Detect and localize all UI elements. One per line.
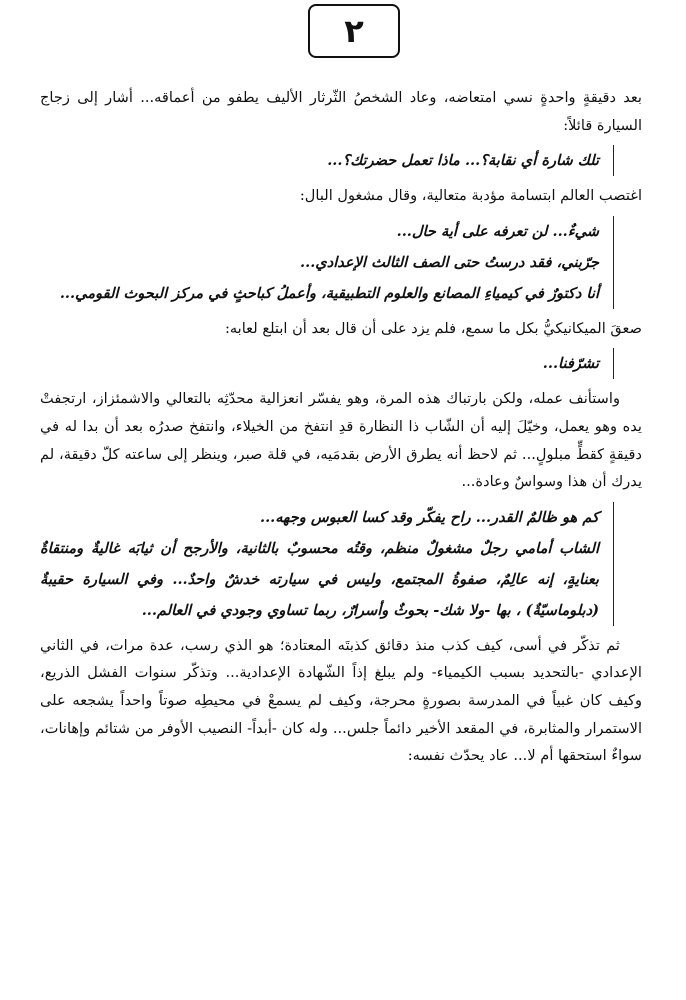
paragraph: صعقَ الميكانيكيُّ بكل ما سمع، فلم يزد على أن قال بعد أن ابتلع لعابه: (224, 319, 642, 337)
paragraph: اغتصب العالم ابتسامة مؤدبة متعالية، وقال مشغول البال: (299, 187, 642, 205)
paragraph: ثم تذكّر في أسى، كيف كذب منذ دقائق كذبتَه المعتادة؛ هو الذي رسب، عدة مرات، في الثاني الإعدادي -بالتحديد بسبب الكيمياء- ولم يبلغ إذاً الشّهادة الإعدادية... وتذكّر سنوات الفشل الذريع، وكيف كان غبياً في المدرسة بصورةٍ محرجة، وكيف لم يسمعْ في محيطِه صوتاً واحداً يشجعه على الاستمرار والمثابرة، في المقعد الأخير دائماً جلس... وله كان -أبداً- النصيب الأوفر من شتائم وإهانات، سواءٌ استحقها أم لا... عاد يحدّث نفسه: (40, 636, 642, 765)
dialogue-line: أنا دكتورٌ في كيمياءِ المصانع والعلوم التطبيقية، وأعملُ كباحثٍ في مركز البحوث القومي... (59, 284, 599, 302)
dialogue-quote (40, 216, 614, 309)
dialogue-quote (40, 502, 614, 626)
dialogue-line: كم هو ظالمٌ القدر... راح يفكّر وقد كسا العبوس وجهه... (259, 508, 599, 526)
dialogue-quote (40, 145, 614, 176)
dialogue-line: تشرّفنا... (542, 355, 599, 373)
paragraph: واستأنف عمله، ولكن بارتباك هذه المرة، وهو يفسّر انعزالية محدّثِه بالتعالي والاشمئزاز، ارتجفتْ يده وهو يعمل، وخيّلَ إليه أن الشّاب ذا النظارة قدِ انتفخ من الخيلاء، وانتفخ صدرُه بعد أن بدا له في دقيقةٍ كقطٍّ مبلولٍ... ثم لاحظ أنه يطرق الأرض بقدمَيه، في قلة صبر، وينظر إلى ساعته كلّ دقيقة، لم يدرك أن هذا وسواسٌ وعادة... (40, 390, 642, 491)
page-number-box (308, 4, 400, 58)
paragraph: بعد دقيقةٍ واحدةٍ نسي امتعاضه، وعاد الشخصُ الثّرثار الأليف يطفو من أعماقه... أشار إلى زجاج السيارة قائلاً: (40, 89, 642, 134)
dialogue-line: جرّبني، فقد درستُ حتى الصف الثالث الإعدادي... (300, 253, 599, 271)
dialogue-line: الشاب أمامي رجلٌ مشغولٌ منظم، وقتُه محسوبٌ بالثانية، والأرجح أن ثيابَه غاليةٌ ومنتقاةٌ بعنايةٍ، إنه عالِمٌ، صفوةُ المجتمع، وليس في سيارته خدشٌ واحدٌ... وفي السيارة حقيبةٌ (دبلوماسيّةٌ) ، بها -ولا شك- بحوثٌ وأسرارٌ، ربما تساوي وجودي في العالم... (40, 539, 599, 619)
dialogue-line: تلك شارة أي نقابة؟... ماذا تعمل حضرتك؟... (327, 152, 599, 170)
dialogue-line: شيءٌ... لن تعرفه على أية حال... (396, 222, 599, 240)
dialogue-quote (40, 348, 614, 379)
page-number: ٢ (344, 12, 364, 50)
document-body (40, 84, 642, 770)
